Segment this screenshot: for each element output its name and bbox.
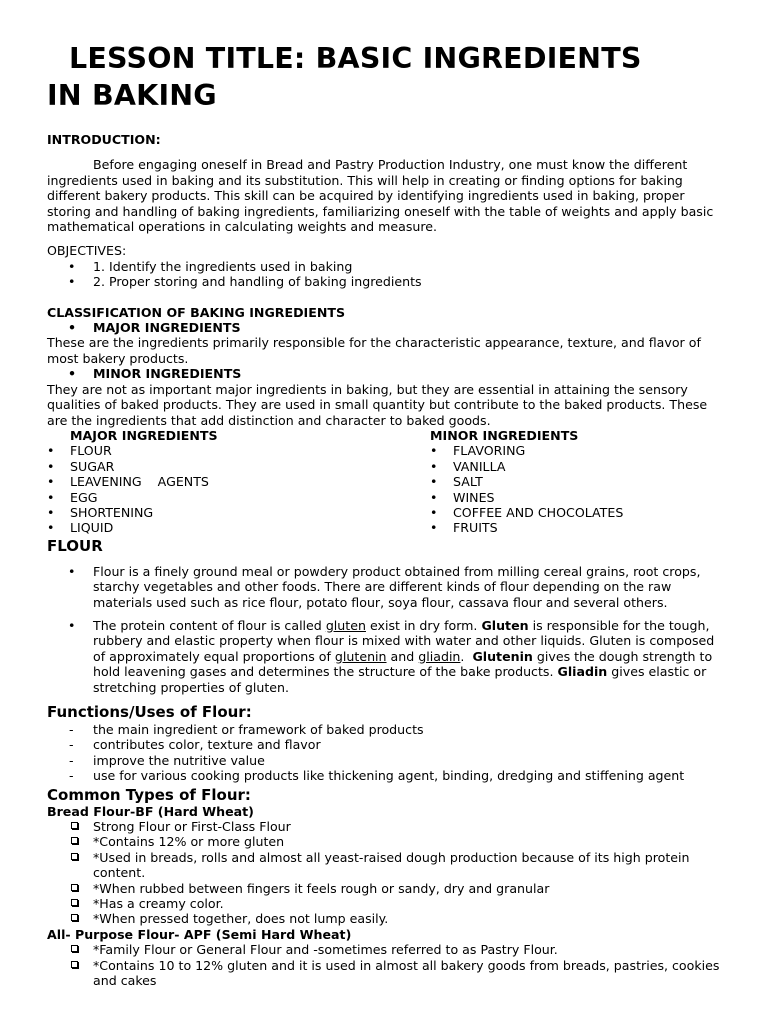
lesson-title (47, 40, 721, 114)
bread-flour-label: Bread Flour-BF (Hard Wheat) (47, 803, 254, 819)
apf-list (47, 942, 721, 988)
objectives-list (47, 259, 721, 290)
flour-definition: • Flour is a finely ground meal or powdery product obtained from milling cereal grains, root crops, starchy vegetables and other foods. There are different kinds of flour depending on the raw materials used such as rice flour, potato flour, soya flour, cassava flour and several others. (47, 564, 721, 610)
major-item: • EGG (47, 490, 430, 505)
minor-ingredients-label: • MINOR INGREDIENTS (47, 366, 721, 381)
introduction-body: Before engaging oneself in Bread and Pastry Production Industry, one must know the different ingredients used in baking and its substitution. This will help in creating or finding options for baking different bakery products. This skill can be acquired by identifying ingredients used in baking, proper storing and handling of baking ingredients, familiarizing oneself with the table of weights and apply basic mathematical operations in calculating weights and measure. (47, 157, 714, 235)
objective-item: • 1. Identify the ingredients used in baking (47, 259, 721, 274)
functions-list (47, 722, 721, 784)
common-types-heading: Common Types of Flour: (47, 785, 251, 804)
minor-column (430, 428, 623, 536)
minor-item: • FRUITS (430, 520, 623, 535)
major-ingredients-text: These are the ingredients primarily responsible for the characteristic appearance, texture, and flavor of most bakery products. (47, 335, 701, 366)
flour-paragraphs (47, 564, 721, 695)
title-line-1: LESSON TITLE: BASIC INGREDIENTS (69, 42, 642, 75)
flour-gluten-paragraph: • The protein content of flour is called gluten exist in dry form. Gluten is responsible for the tough, rubbery and elastic property when flour is mixed with water and other liquids. Gluten is composed of approximately equal proportions of glutenin and gliadin. Glutenin gives the dough strength to hold leavening gases and determines the structure of the bake products. Gliadin gives elastic or stretching properties of gluten. (47, 618, 721, 695)
objectives-label: OBJECTIVES: (47, 243, 127, 259)
bread-flour-item: *When rubbed between fingers it feels rough or sandy, dry and granular (47, 881, 721, 896)
classification-heading: CLASSIFICATION OF BAKING INGREDIENTS (47, 304, 346, 320)
ingredient-columns (47, 428, 721, 536)
bread-flour-item: Strong Flour or First-Class Flour (47, 819, 721, 834)
objective-item: • 2. Proper storing and handling of baking ingredients (47, 274, 721, 289)
major-item: • SUGAR (47, 459, 430, 474)
function-item: - improve the nutritive value (47, 753, 721, 768)
major-item: • FLOUR (47, 443, 430, 458)
minor-item: • SALT (430, 474, 623, 489)
functions-heading: Functions/Uses of Flour: (47, 703, 252, 721)
function-item: - use for various cooking products like thickening agent, binding, dredging and stiffening agent (47, 768, 721, 783)
apf-item: *Family Flour or General Flour and -sometimes referred to as Pastry Flour. (47, 942, 721, 957)
bread-flour-item: *When pressed together, does not lump easily. (47, 911, 721, 926)
flour-heading: FLOUR (47, 536, 103, 555)
apf-label: All- Purpose Flour- APF (Semi Hard Wheat) (47, 926, 352, 942)
minor-item: • COFFEE AND CHOCOLATES (430, 505, 623, 520)
bread-flour-item: *Contains 12% or more gluten (47, 834, 721, 849)
introduction-label: INTRODUCTION: (47, 132, 161, 147)
function-item: - the main ingredient or framework of baked products (47, 722, 721, 737)
bread-flour-item: *Has a creamy color. (47, 896, 721, 911)
major-item: • LIQUID (47, 520, 430, 535)
minor-item: • WINES (430, 490, 623, 505)
title-line-2: IN BAKING (47, 79, 217, 112)
major-column (47, 428, 430, 536)
major-item: • LEAVENING AGENTS (47, 474, 430, 489)
bread-flour-list (47, 819, 721, 927)
minor-item: • VANILLA (430, 459, 623, 474)
apf-item: *Contains 10 to 12% gluten and it is used in almost all bakery goods from breads, pastries, cookies and cakes (47, 958, 721, 989)
minor-column-heading: MINOR INGREDIENTS (430, 427, 579, 443)
major-ingredients-label: • MAJOR INGREDIENTS (47, 320, 721, 335)
minor-ingredients-text: They are not as important major ingredients in baking, but they are essential in attaining the sensory qualities of baked products. They are used in small quantity but contribute to the baked products. These are the ingredients that add distinction and character to baked goods. (47, 381, 708, 428)
major-column-heading: MAJOR INGREDIENTS (70, 427, 218, 443)
minor-item: • FLAVORING (430, 443, 623, 458)
major-item: • SHORTENING (47, 505, 430, 520)
bread-flour-item: *Used in breads, rolls and almost all yeast-raised dough production because of its high protein content. (47, 850, 721, 881)
function-item: - contributes color, texture and flavor (47, 737, 721, 752)
